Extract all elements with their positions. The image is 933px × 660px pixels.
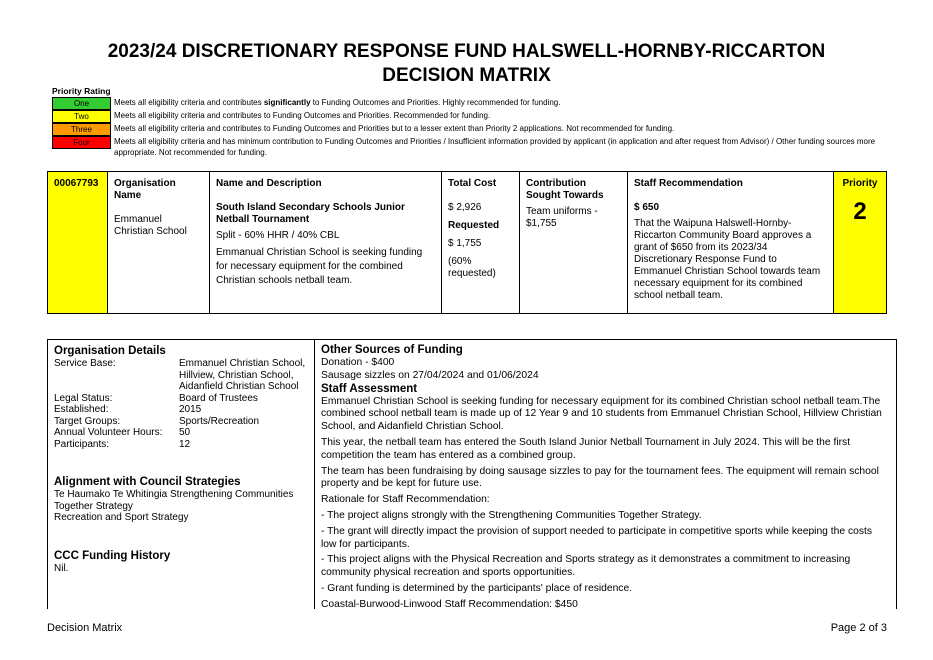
staff-recommendation-text: That the Waipuna Halswell-Hornby-Riccarton Community Board approves a grant of $650 from its 2023/34 Discretionary Response Fund to Emmanuel Christian School towards team necessary equipment for its combined school netball team. — [634, 218, 821, 301]
priority-value: 2 — [853, 198, 867, 225]
assessment-paragraph: - Grant funding is determined by the participants' place of residence. — [321, 582, 633, 594]
total-cost-value: $ 2,926 — [448, 202, 482, 213]
requested-label: Requested — [448, 220, 500, 231]
total-cost-header: Total Cost — [448, 178, 497, 189]
organisation-details-heading: Organisation Details — [54, 345, 166, 357]
name-description-header: Name and Description — [216, 178, 322, 189]
assessment-paragraph: The team has been fundraising by doing sausage sizzles to pay for the tournament fees. The equipment will remain school property and be kept for future use. — [321, 465, 879, 490]
priority-swatch-three: Three — [52, 123, 111, 136]
staff-recommendation-cell — [628, 172, 834, 313]
assessment-paragraph: Emmanuel Christian School is seeking funding for necessary equipment for its combined Christian school netball team.The combined school netball team is made up of 12 Year 9 and 10 students from Emmanuel Christian School, Hillview Christian School, and Aidanfield Christian School. — [321, 395, 882, 433]
priority-text: Meets all eligibility criteria and contributes to Funding Outcomes and Priorities. Recommended for funding. — [114, 111, 491, 120]
requested-value: $ 1,755 — [448, 238, 482, 249]
assessment-paragraph: Coastal-Burwood-Linwood Staff Recommendation: $450 — [321, 598, 578, 610]
organisation-name: Emmanuel Christian School — [114, 214, 187, 237]
priority-header: Priority — [842, 178, 878, 189]
organisation-header: Organisation Name — [114, 178, 176, 201]
footer-page-number: Page 2 of 3 — [830, 622, 887, 634]
contribution-cell — [520, 172, 628, 313]
staff-recommendation-amount: $ 650 — [634, 202, 660, 213]
project-name: South Island Secondary Schools Junior Netball Tournament — [216, 202, 405, 225]
priority-rating-heading: Priority Rating — [52, 86, 111, 96]
priority-swatch-two: Two — [52, 110, 111, 123]
page-subtitle: DECISION MATRIX — [382, 65, 551, 86]
other-sources-heading: Other Sources of Funding — [321, 344, 463, 356]
priority-text: Meets all eligibility criteria and contributes to Funding Outcomes and Priorities but to a lesser extent than Priority 2 applications. Not recommended for funding. — [114, 124, 675, 133]
detail-row: Legal Status: Board of Trustees — [54, 392, 258, 404]
page-title: 2023/24 DISCRETIONARY RESPONSE FUND HALSWELL-HORNBY-RICCARTON — [107, 41, 826, 62]
detail-row: Established: 2015 — [54, 404, 202, 415]
assessment-paragraph: - This project aligns with the Physical Recreation and Sports strategy as it demonstrates a commitment to increasing community physical recreation and sports opportunities. — [321, 554, 851, 579]
priority-swatch-four: Four — [52, 136, 111, 149]
funding-split: Split - 60% HHR / 40% CBL — [216, 230, 340, 241]
funding-history-value: Nil. — [54, 562, 69, 574]
assessment-paragraph: This year, the netball team has entered the South Island Junior Netball Tournament in July 2024. This will be the first competition the team has entered as a combined group. — [321, 436, 851, 461]
alignment-strategy: Te Haumako Te Whitingia Strengthening Communities Together Strategy — [54, 489, 294, 512]
assessment-paragraph: Rationale for Staff Recommendation: — [321, 494, 490, 506]
priority-text: Meets all eligibility criteria and has minimum contribution to Funding Outcomes and Priorities / Insufficient information provided by applicant (in application and after request from Advisor) / Other funding sources more appropriate. Not recommended for funding. — [114, 137, 876, 157]
other-source-line: Sausage sizzles on 27/04/2024 and 01/06/2024 — [321, 369, 539, 381]
alignment-heading: Alignment with Council Strategies — [54, 476, 241, 488]
other-source-line: Donation - $400 — [321, 357, 395, 368]
organisation-cell — [108, 172, 210, 313]
application-id-cell — [48, 172, 108, 313]
staff-recommendation-header: Staff Recommendation — [634, 178, 743, 189]
name-description-cell — [210, 172, 442, 313]
assessment-paragraph: - The grant will directly impact the provision of support needed to participate in competitive sports while keeping the costs low for participants. — [321, 525, 872, 550]
organisation-details-pane — [48, 340, 315, 609]
detail-row: Target Groups: Sports/Recreation — [54, 415, 260, 427]
staff-assessment-heading: Staff Assessment — [321, 382, 418, 395]
priority-cell — [834, 172, 886, 313]
detail-row: Participants: 12 — [54, 438, 191, 450]
requested-percent: (60% requested) — [448, 256, 496, 279]
assessment-paragraph: - The project aligns strongly with the Strengthening Communities Together Strategy. — [321, 509, 702, 521]
contribution-value: Team uniforms - $1,755 — [526, 206, 598, 229]
total-cost-cell — [442, 172, 520, 313]
funding-history-heading: CCC Funding History — [54, 549, 171, 562]
decision-matrix — [47, 171, 887, 314]
details-section — [47, 339, 897, 609]
assessment-pane — [315, 340, 896, 609]
alignment-strategy: Recreation and Sport Strategy — [54, 512, 189, 523]
project-description: Emmanual Christian School is seeking funding for necessary equipment for the combined Christian schools netball team. — [216, 247, 423, 286]
detail-row: Annual Volunteer Hours: 50 — [54, 427, 191, 438]
application-id: 00067793 — [54, 178, 99, 189]
contribution-header: Contribution Sought Towards — [526, 178, 604, 201]
detail-row: Service Base: Emmanuel Christian School, Hillview, Christian School, Aidanfield Christian School — [54, 358, 306, 392]
footer-left: Decision Matrix — [47, 622, 123, 634]
priority-text: Meets all eligibility criteria and contributes significantly to Funding Outcomes and Priorities. Highly recommended for funding. — [114, 98, 561, 107]
priority-swatch-one: One — [52, 97, 111, 110]
